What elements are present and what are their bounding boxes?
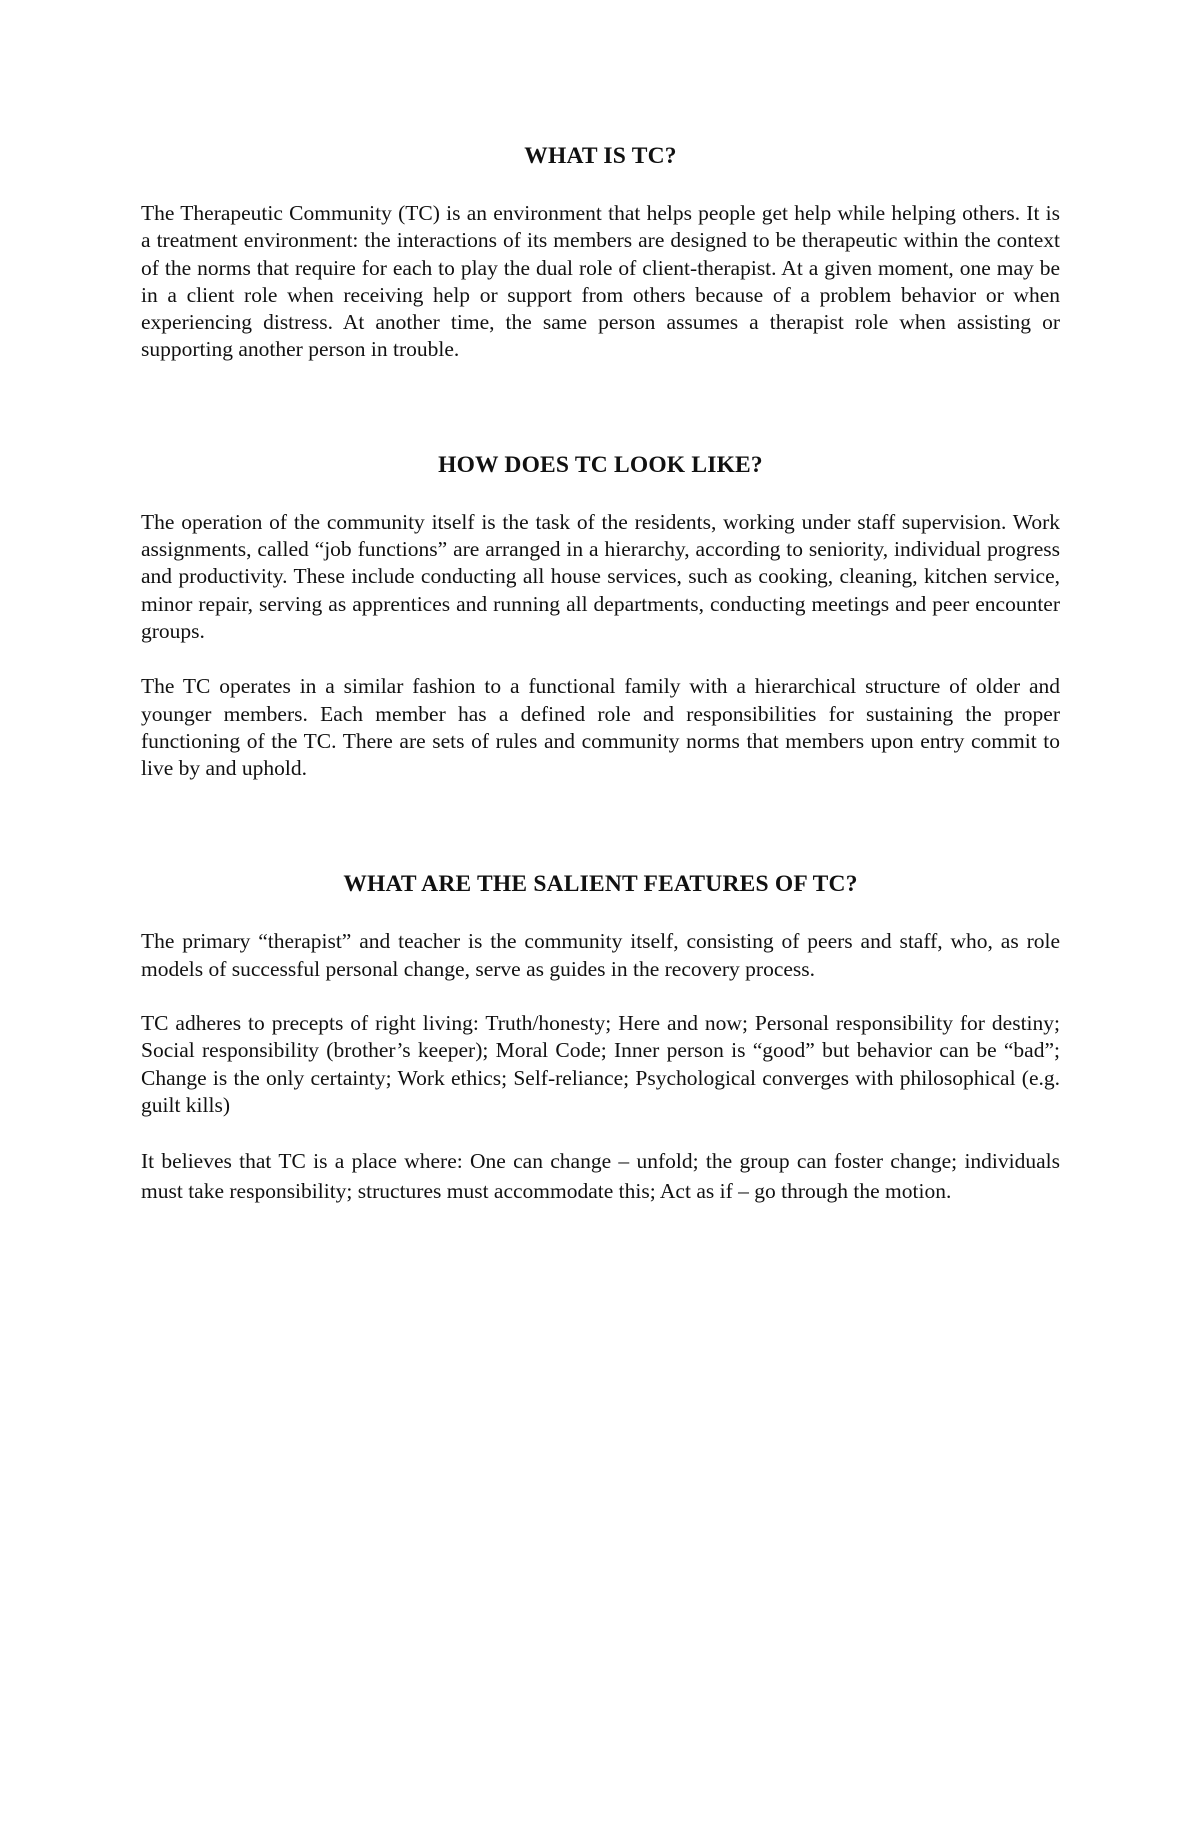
section-heading-salient-features: WHAT ARE THE SALIENT FEATURES OF TC? — [343, 871, 858, 898]
document-page — [141, 143, 1060, 1206]
paragraph-functional-family: The TC operates in a similar fashion to a functional family with a hierarchical structure of older and younger members. Each member has a defined role and responsibilities for sustaining the proper functioning of the TC. There are sets of rules and community norms that members upon entry commit to live by and uphold. — [141, 674, 1060, 781]
paragraph-primary-therapist: The primary “therapist” and teacher is the community itself, consisting of peers and staff, who, as role models of successful personal change, serve as guides in the recovery process. — [141, 929, 1060, 981]
section-heading-what-is-tc: WHAT IS TC? — [524, 143, 677, 169]
section-heading-how-does-tc-look: HOW DOES TC LOOK LIKE? — [438, 451, 763, 478]
paragraph-community-operation: The operation of the community itself is the task of the residents, working under staff supervision. Work assignments, called “job functions” are arranged in a hierarchy, according to seniority, individual progress and productivity. These include conducting all house services, such as cooking, cleaning, kitchen service, minor repair, serving as apprentices and running all departments, conducting meetings and peer encounter groups. — [141, 509, 1060, 643]
paragraph-right-living-precepts: TC adheres to precepts of right living: Truth/honesty; Here and now; Personal responsibility for destiny; Social responsibility (brother’s keeper); Moral Code; Inner person is “good” but behavior can be “bad”; Change is the only certainty; Work ethics; Self-reliance; Psychological converges with philosophical (e.g. guilt kills) — [141, 1011, 1060, 1117]
paragraph-tc-beliefs: It believes that TC is a place where: One can change – unfold; the group can foster change; individuals must take responsibility; structures must accommodate this; Act as if – go through the motion. — [141, 1149, 1060, 1204]
paragraph-tc-definition: The Therapeutic Community (TC) is an environment that helps people get help while helping others. It is a treatment environment: the interactions of its members are designed to be therapeutic within the context of the norms that require for each to play the dual role of client-therapist. At a given moment, one may be in a client role when receiving help or support from others because of a problem behavior or when experiencing distress. At another time, the same person assumes a therapist role when assisting or supporting another person in trouble. — [141, 201, 1060, 362]
